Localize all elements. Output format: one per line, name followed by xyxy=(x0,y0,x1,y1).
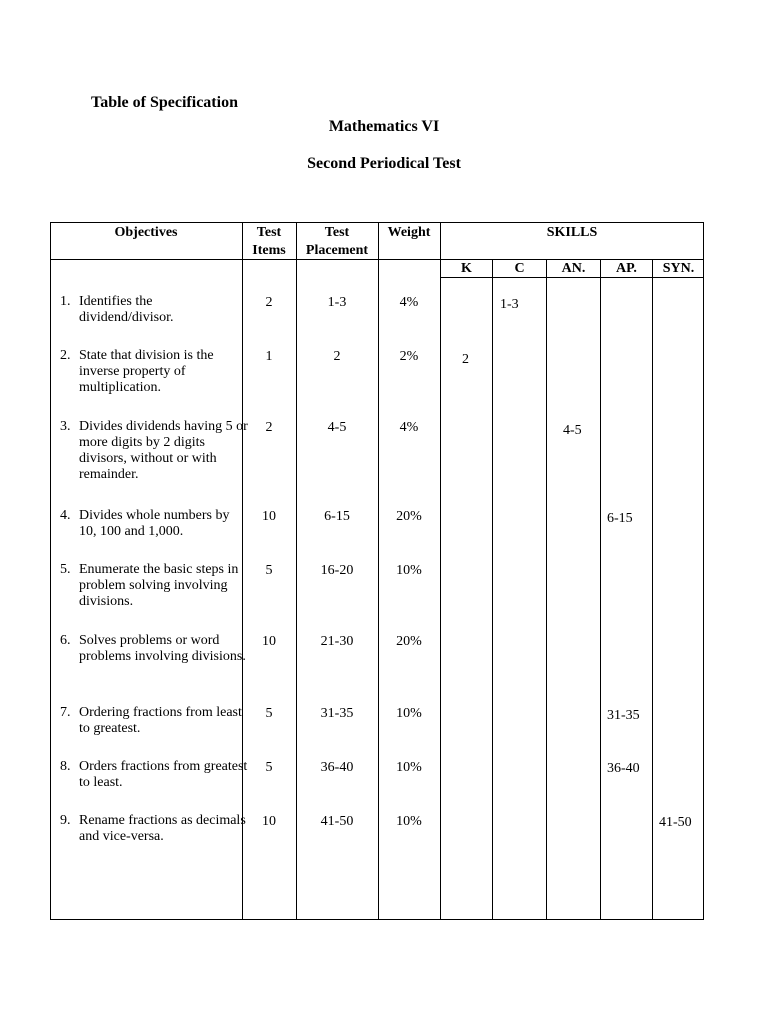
row-5-number: 5. xyxy=(60,562,71,577)
row-4-objective-text: Divides whole numbers by 10, 100 and 1,000. xyxy=(79,508,230,539)
row-5-objective-text: Enumerate the basic steps in problem solving involving divisions. xyxy=(79,562,239,609)
row-6-weight: 20% xyxy=(396,634,422,649)
header-test-items-line1: Test xyxy=(256,225,282,240)
row-3-weight: 4% xyxy=(399,420,419,435)
row-4-number: 4. xyxy=(60,508,71,523)
row-9-objective-text: Rename fractions as decimals and vice-versa. xyxy=(79,813,246,844)
row-7-objective-text: Ordering fractions from least to greatest. xyxy=(79,705,242,736)
row-9-weight: 10% xyxy=(396,814,422,829)
header-weight: Weight xyxy=(387,225,431,240)
table-border-right xyxy=(703,222,704,920)
row-9-skill-syn: 41-50 xyxy=(659,815,692,830)
row-2-objective xyxy=(60,348,245,404)
row-8-weight: 10% xyxy=(396,760,422,775)
row-1-weight: 4% xyxy=(399,295,419,310)
row-2-skill-k: 2 xyxy=(462,352,469,367)
row-7-placement: 31-35 xyxy=(320,706,354,721)
table-border-bottom xyxy=(50,919,704,920)
row-2-weight: 2% xyxy=(399,349,419,364)
header-test-placement xyxy=(296,224,378,260)
row-5-weight: 10% xyxy=(396,563,422,578)
row-2-objective-text: State that division is the inverse property of multiplication. xyxy=(79,348,214,395)
row-4-skill-ap: 6-15 xyxy=(607,511,633,526)
row-3-skill-an: 4-5 xyxy=(563,423,582,438)
row-5-items: 5 xyxy=(265,563,273,578)
col-divider-an xyxy=(600,259,601,920)
header-skill-k: K xyxy=(461,261,472,276)
row-1-objective xyxy=(60,294,245,334)
row-4-weight: 20% xyxy=(396,509,422,524)
row-3-items: 2 xyxy=(265,420,273,435)
row-4-objective xyxy=(60,508,245,548)
row-4-items: 10 xyxy=(262,509,276,524)
row-7-objective xyxy=(60,705,245,745)
row-6-placement: 21-30 xyxy=(320,634,354,649)
header-test-items xyxy=(242,224,296,260)
col-divider-weight xyxy=(440,222,441,920)
row-4-placement: 6-15 xyxy=(324,509,350,524)
header-skills: SKILLS xyxy=(546,225,598,240)
row-7-items: 5 xyxy=(265,706,273,721)
row-5-objective xyxy=(60,562,245,618)
row-7-weight: 10% xyxy=(396,706,422,721)
header-skill-syn: SYN. xyxy=(662,261,695,276)
header-skill-ap: AP. xyxy=(616,261,637,276)
row-1-objective-text: Identifies the dividend/divisor. xyxy=(79,294,174,325)
header-skill-c: C xyxy=(514,261,525,276)
row-8-objective xyxy=(60,759,248,799)
table-border-top xyxy=(50,222,704,223)
subject-heading: Mathematics VI xyxy=(328,118,440,135)
row-1-number: 1. xyxy=(60,294,71,309)
row-2-items: 1 xyxy=(265,349,273,364)
row-9-objective xyxy=(60,813,245,853)
row-2-placement: 2 xyxy=(333,349,341,364)
test-heading: Second Periodical Test xyxy=(307,155,461,172)
row-5-placement: 16-20 xyxy=(320,563,354,578)
row-1-skill-c: 1-3 xyxy=(500,297,519,312)
header-test-items-line2: Items xyxy=(252,243,286,258)
row-6-objective-text: Solves problems or word problems involving divisions. xyxy=(79,633,246,664)
row-3-placement: 4-5 xyxy=(327,420,347,435)
row-9-items: 10 xyxy=(262,814,276,829)
header-skill-an: AN. xyxy=(561,261,586,276)
row-6-objective xyxy=(60,633,245,689)
row-8-skill-ap: 36-40 xyxy=(607,761,640,776)
row-7-skill-ap: 31-35 xyxy=(607,708,640,723)
header-test-placement-line2: Placement xyxy=(305,243,369,258)
row-8-objective-text: Orders fractions from greatest to least. xyxy=(79,759,248,790)
row-9-number: 9. xyxy=(60,813,71,828)
row-6-number: 6. xyxy=(60,633,71,648)
row-3-objective-text: Divides dividends having 5 or more digits by 2 digits divisors, without or with remainder. xyxy=(79,419,248,482)
col-divider-k xyxy=(492,259,493,920)
row-1-placement: 1-3 xyxy=(327,295,347,310)
row-3-objective xyxy=(60,419,248,493)
header-test-placement-line1: Test xyxy=(324,225,350,240)
row-8-placement: 36-40 xyxy=(320,760,354,775)
document-title: Table of Specification xyxy=(91,94,238,111)
row-3-number: 3. xyxy=(60,419,71,434)
row-8-items: 5 xyxy=(265,760,273,775)
row-6-items: 10 xyxy=(262,634,276,649)
row-1-items: 2 xyxy=(265,295,273,310)
row-8-number: 8. xyxy=(60,759,71,774)
row-2-number: 2. xyxy=(60,348,71,363)
row-9-placement: 41-50 xyxy=(320,814,354,829)
col-divider-ap xyxy=(652,259,653,920)
header-objectives: Objectives xyxy=(114,225,178,240)
col-divider-c xyxy=(546,259,547,920)
row-7-number: 7. xyxy=(60,705,71,720)
specification-table xyxy=(50,222,704,920)
table-border-left xyxy=(50,222,51,920)
